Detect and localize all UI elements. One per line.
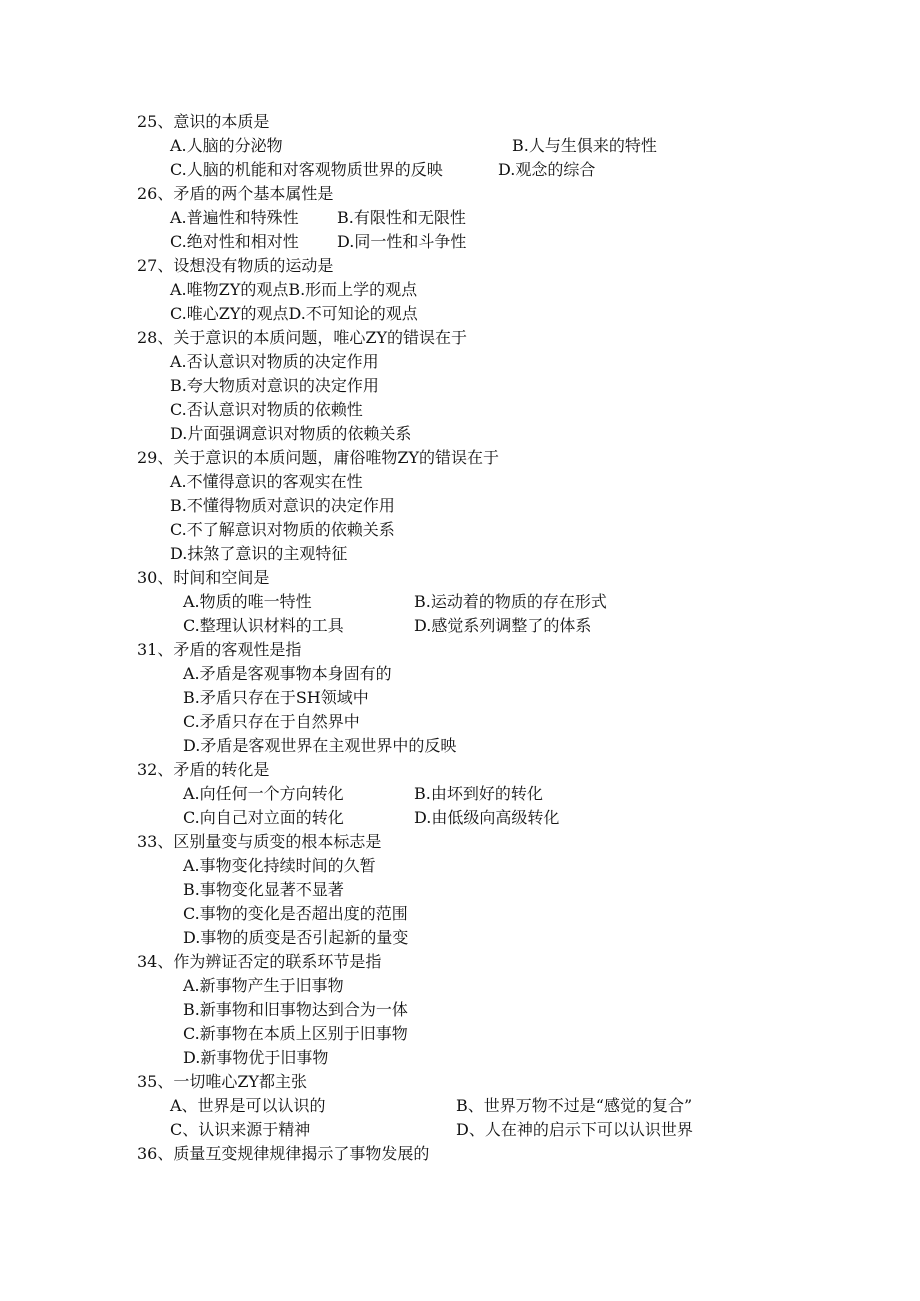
question-33-option-b: B.事物变化显著不显著 [183, 880, 344, 899]
question-31-option-a: A.矛盾是客观事物本身固有的 [183, 664, 392, 683]
question-29-stem: 29、关于意识的本质问题，庸俗唯物ZY的错误在于 [137, 448, 500, 467]
question-31-option-c: C.矛盾只存在于自然界中 [183, 712, 360, 731]
question-27-options-ab: A.唯物ZY的观点B.形而上学的观点 [170, 280, 418, 299]
question-28-option-b: B.夸大物质对意识的决定作用 [170, 376, 379, 395]
question-25-option-c: C.人脑的机能和对客观物质世界的反映 [170, 160, 443, 179]
question-35-stem: 35、一切唯心ZY都主张 [137, 1072, 308, 1091]
question-25-option-b: B.人与生俱来的特性 [512, 136, 657, 155]
question-29-option-c: C.不了解意识对物质的依赖关系 [170, 520, 395, 539]
question-29-option-d: D.抹煞了意识的主观特征 [170, 544, 348, 563]
question-35-option-b: B、世界万物不过是“感觉的复合” [456, 1096, 693, 1115]
question-34-option-a: A.新事物产生于旧事物 [183, 976, 344, 995]
question-33-option-a: A.事物变化持续时间的久暂 [183, 856, 376, 875]
question-32-option-a: A.向任何一个方向转化 [183, 784, 344, 803]
question-32-stem: 32、矛盾的转化是 [137, 760, 270, 779]
question-26-option-b: B.有限性和无限性 [337, 208, 466, 227]
question-26-stem: 26、矛盾的两个基本属性是 [137, 184, 334, 203]
question-34-stem: 34、作为辨证否定的联系环节是指 [137, 952, 382, 971]
question-30-option-c: C.整理认识材料的工具 [183, 616, 344, 635]
question-25-option-a: A.人脑的分泌物 [170, 136, 283, 155]
question-31-option-d: D.矛盾是客观世界在主观世界中的反映 [183, 736, 457, 755]
question-26-option-d: D.同一性和斗争性 [337, 232, 467, 251]
question-33-option-d: D.事物的质变是否引起新的量变 [183, 928, 409, 947]
question-28-stem: 28、关于意识的本质问题，唯心ZY的错误在于 [137, 328, 468, 347]
question-30-option-b: B.运动着的物质的存在形式 [414, 592, 607, 611]
question-27-options-cd: C.唯心ZY的观点D.不可知论的观点 [170, 304, 418, 323]
question-28-option-c: C.否认意识对物质的依赖性 [170, 400, 363, 419]
question-25-stem: 25、意识的本质是 [137, 112, 270, 131]
question-30-option-d: D.感觉系列调整了的体系 [414, 616, 592, 635]
question-34-option-c: C.新事物在本质上区别于旧事物 [183, 1024, 408, 1043]
question-31-stem: 31、矛盾的客观性是指 [137, 640, 302, 659]
question-32-option-c: C.向自己对立面的转化 [183, 808, 344, 827]
question-33-stem: 33、区别量变与质变的根本标志是 [137, 832, 382, 851]
question-35-option-d: D、人在神的启示下可以认识世界 [456, 1120, 693, 1139]
question-34-option-d: D.新事物优于旧事物 [183, 1048, 329, 1067]
question-33-option-c: C.事物的变化是否超出度的范围 [183, 904, 408, 923]
question-26-option-c: C.绝对性和相对性 [170, 232, 299, 251]
question-29-option-b: B.不懂得物质对意识的决定作用 [170, 496, 395, 515]
question-25-option-d: D.观念的综合 [498, 160, 596, 179]
question-36-stem: 36、质量互变规律规律揭示了事物发展的 [137, 1144, 430, 1163]
question-31-option-b: B.矛盾只存在于SH领域中 [183, 688, 369, 707]
question-26-option-a: A.普遍性和特殊性 [170, 208, 299, 227]
question-28-option-a: A.否认意识对物质的决定作用 [170, 352, 379, 371]
question-30-option-a: A.物质的唯一特性 [183, 592, 312, 611]
question-32-option-d: D.由低级向高级转化 [414, 808, 560, 827]
question-32-option-b: B.由坏到好的转化 [414, 784, 543, 803]
question-35-option-c: C、认识来源于精神 [170, 1120, 311, 1139]
question-30-stem: 30、时间和空间是 [137, 568, 270, 587]
question-35-option-a: A、世界是可以认识的 [170, 1096, 326, 1115]
question-29-option-a: A.不懂得意识的客观实在性 [170, 472, 363, 491]
question-27-stem: 27、设想没有物质的运动是 [137, 256, 334, 275]
question-28-option-d: D.片面强调意识对物质的依赖关系 [170, 424, 412, 443]
question-34-option-b: B.新事物和旧事物达到合为一体 [183, 1000, 408, 1019]
